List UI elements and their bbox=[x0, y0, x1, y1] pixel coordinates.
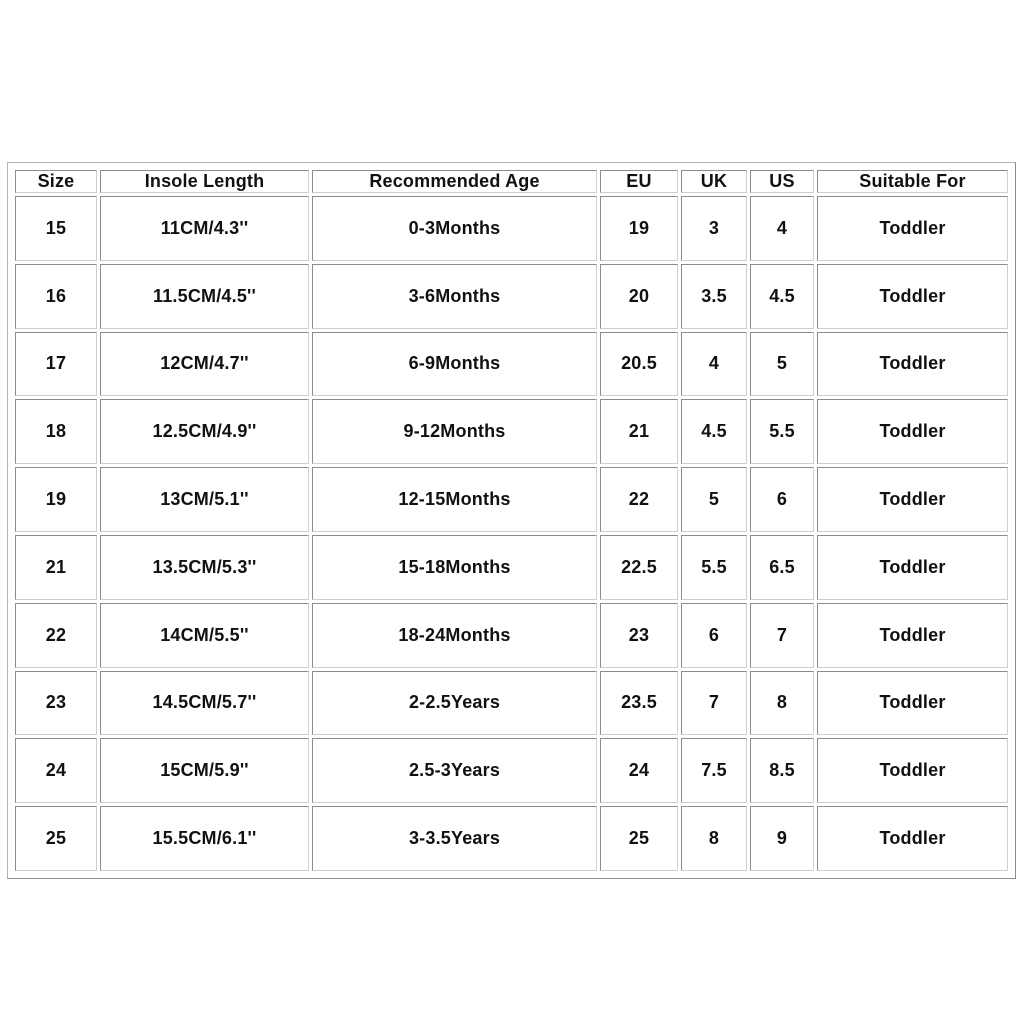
cell-eu: 23.5 bbox=[600, 671, 678, 736]
cell-recommended-age: 3-6Months bbox=[312, 264, 597, 329]
cell-us: 4 bbox=[750, 196, 814, 261]
cell-eu: 23 bbox=[600, 603, 678, 668]
cell-recommended-age: 2-2.5Years bbox=[312, 671, 597, 736]
cell-uk: 4.5 bbox=[681, 399, 747, 464]
table-row bbox=[15, 196, 1008, 261]
cell-size: 18 bbox=[15, 399, 97, 464]
cell-us: 5 bbox=[750, 332, 814, 397]
cell-uk: 5.5 bbox=[681, 535, 747, 600]
cell-us: 8.5 bbox=[750, 738, 814, 803]
cell-insole-length: 13CM/5.1'' bbox=[100, 467, 309, 532]
header-recommended-age: Recommended Age bbox=[312, 170, 597, 193]
header-uk: UK bbox=[681, 170, 747, 193]
cell-insole-length: 11.5CM/4.5'' bbox=[100, 264, 309, 329]
cell-suitable-for: Toddler bbox=[817, 806, 1008, 871]
header-us: US bbox=[750, 170, 814, 193]
cell-uk: 4 bbox=[681, 332, 747, 397]
cell-eu: 21 bbox=[600, 399, 678, 464]
cell-recommended-age: 15-18Months bbox=[312, 535, 597, 600]
cell-eu: 22 bbox=[600, 467, 678, 532]
header-insole-length: Insole Length bbox=[100, 170, 309, 193]
cell-us: 6 bbox=[750, 467, 814, 532]
cell-uk: 6 bbox=[681, 603, 747, 668]
cell-us: 9 bbox=[750, 806, 814, 871]
cell-size: 16 bbox=[15, 264, 97, 329]
cell-size: 21 bbox=[15, 535, 97, 600]
cell-suitable-for: Toddler bbox=[817, 196, 1008, 261]
cell-eu: 25 bbox=[600, 806, 678, 871]
header-eu: EU bbox=[600, 170, 678, 193]
cell-size: 24 bbox=[15, 738, 97, 803]
cell-recommended-age: 9-12Months bbox=[312, 399, 597, 464]
cell-recommended-age: 2.5-3Years bbox=[312, 738, 597, 803]
cell-recommended-age: 12-15Months bbox=[312, 467, 597, 532]
cell-insole-length: 12CM/4.7'' bbox=[100, 332, 309, 397]
cell-suitable-for: Toddler bbox=[817, 535, 1008, 600]
cell-size: 25 bbox=[15, 806, 97, 871]
cell-uk: 3.5 bbox=[681, 264, 747, 329]
cell-recommended-age: 18-24Months bbox=[312, 603, 597, 668]
cell-size: 17 bbox=[15, 332, 97, 397]
cell-size: 19 bbox=[15, 467, 97, 532]
cell-insole-length: 11CM/4.3'' bbox=[100, 196, 309, 261]
cell-insole-length: 14CM/5.5'' bbox=[100, 603, 309, 668]
cell-insole-length: 15CM/5.9'' bbox=[100, 738, 309, 803]
cell-eu: 20 bbox=[600, 264, 678, 329]
cell-size: 22 bbox=[15, 603, 97, 668]
header-row bbox=[15, 170, 1008, 193]
cell-suitable-for: Toddler bbox=[817, 264, 1008, 329]
table-row bbox=[15, 671, 1008, 736]
cell-suitable-for: Toddler bbox=[817, 603, 1008, 668]
cell-us: 7 bbox=[750, 603, 814, 668]
cell-us: 8 bbox=[750, 671, 814, 736]
cell-suitable-for: Toddler bbox=[817, 332, 1008, 397]
cell-insole-length: 15.5CM/6.1'' bbox=[100, 806, 309, 871]
cell-suitable-for: Toddler bbox=[817, 738, 1008, 803]
cell-eu: 20.5 bbox=[600, 332, 678, 397]
cell-eu: 24 bbox=[600, 738, 678, 803]
table-row bbox=[15, 738, 1008, 803]
cell-uk: 7.5 bbox=[681, 738, 747, 803]
header-suitable-for: Suitable For bbox=[817, 170, 1008, 193]
size-chart-table bbox=[7, 162, 1016, 879]
cell-insole-length: 14.5CM/5.7'' bbox=[100, 671, 309, 736]
cell-suitable-for: Toddler bbox=[817, 671, 1008, 736]
table-row bbox=[15, 467, 1008, 532]
cell-insole-length: 13.5CM/5.3'' bbox=[100, 535, 309, 600]
cell-uk: 5 bbox=[681, 467, 747, 532]
header-size: Size bbox=[15, 170, 97, 193]
cell-us: 5.5 bbox=[750, 399, 814, 464]
cell-recommended-age: 6-9Months bbox=[312, 332, 597, 397]
table-row bbox=[15, 535, 1008, 600]
table-row bbox=[15, 806, 1008, 871]
cell-insole-length: 12.5CM/4.9'' bbox=[100, 399, 309, 464]
cell-eu: 22.5 bbox=[600, 535, 678, 600]
cell-us: 4.5 bbox=[750, 264, 814, 329]
cell-us: 6.5 bbox=[750, 535, 814, 600]
table-row bbox=[15, 399, 1008, 464]
cell-suitable-for: Toddler bbox=[817, 467, 1008, 532]
cell-size: 15 bbox=[15, 196, 97, 261]
cell-suitable-for: Toddler bbox=[817, 399, 1008, 464]
cell-uk: 7 bbox=[681, 671, 747, 736]
cell-uk: 3 bbox=[681, 196, 747, 261]
table-row bbox=[15, 264, 1008, 329]
cell-recommended-age: 3-3.5Years bbox=[312, 806, 597, 871]
cell-recommended-age: 0-3Months bbox=[312, 196, 597, 261]
cell-uk: 8 bbox=[681, 806, 747, 871]
cell-eu: 19 bbox=[600, 196, 678, 261]
cell-size: 23 bbox=[15, 671, 97, 736]
table-row bbox=[15, 603, 1008, 668]
table-row bbox=[15, 332, 1008, 397]
